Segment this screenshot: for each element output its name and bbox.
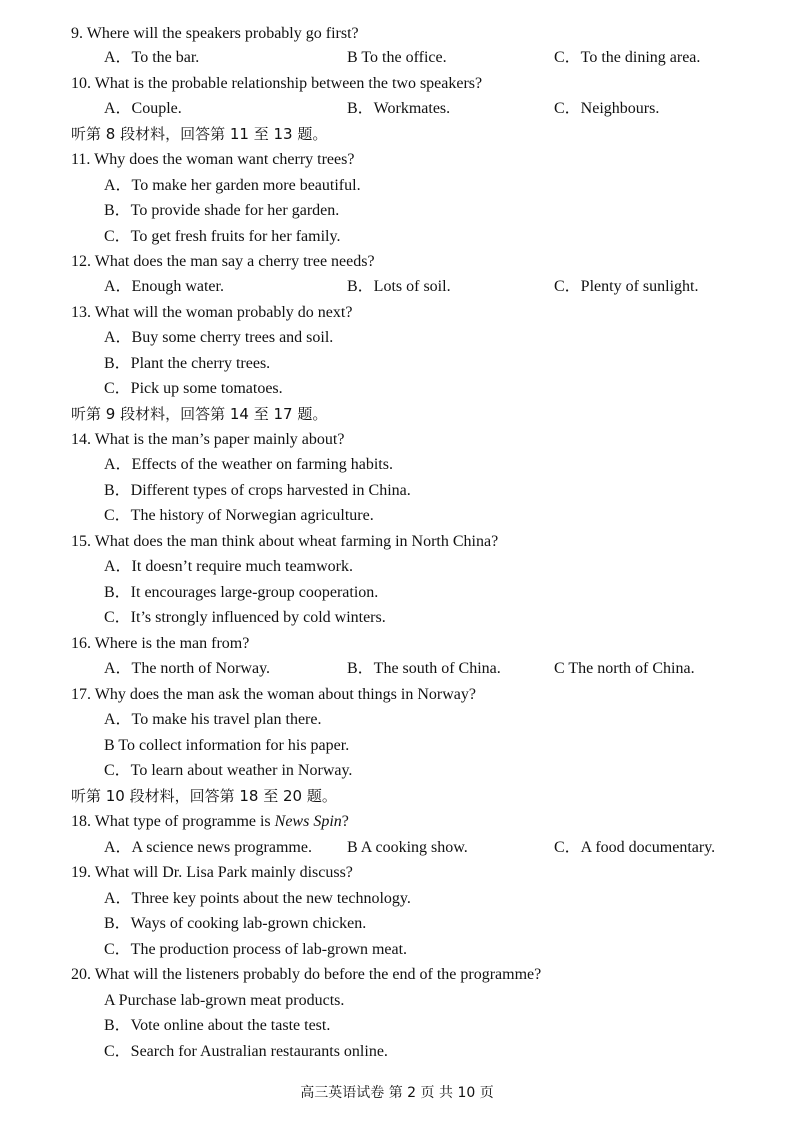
question-18-option-a: A．A science news programme. — [104, 839, 312, 856]
question-20-option-a: A Purchase lab-grown meat products. — [104, 992, 345, 1009]
question-13-stem: 13. What will the woman probably do next? — [71, 304, 353, 321]
question-17-option-b: B To collect information for his paper. — [104, 737, 350, 754]
question-11-option-a: A．To make her garden more beautiful. — [104, 177, 361, 194]
question-18-option-b: B A cooking show. — [347, 839, 468, 856]
question-20-option-c: C．Search for Australian restaurants online. — [104, 1043, 388, 1060]
question-12-options — [0, 277, 794, 297]
question-19-option-c: C．The production process of lab-grown meat. — [104, 941, 408, 958]
question-13-option-b: B．Plant the cherry trees. — [104, 355, 271, 372]
question-10-option-c: C．Neighbours. — [554, 100, 660, 117]
programme-name: News Spin — [274, 813, 342, 830]
question-12-option-b: B．Lots of soil. — [347, 278, 451, 295]
question-16-option-a: A．The north of Norway. — [104, 660, 271, 677]
question-20-stem: 20. What will the listeners probably do before the end of the programme? — [71, 966, 542, 983]
question-9-stem: 9. Where will the speakers probably go first? — [71, 25, 359, 42]
question-9-option-b: B To the office. — [347, 49, 447, 66]
question-15-option-c: C．It’s strongly influenced by cold winters. — [104, 609, 386, 626]
question-14-stem: 14. What is the man’s paper mainly about? — [71, 431, 345, 448]
question-10-stem: 10. What is the probable relationship between the two speakers? — [71, 75, 483, 92]
question-15-option-b: B．It encourages large-group cooperation. — [104, 584, 379, 601]
question-18-stem-text: 18. What type of programme is — [71, 813, 275, 830]
question-19-option-a: A．Three key points about the new technology. — [104, 890, 411, 907]
page-footer: 高三英语试卷 第 2 页 共 10 页 — [300, 1085, 494, 1101]
question-9-options — [0, 48, 794, 68]
question-11-option-c: C．To get fresh fruits for her family. — [104, 228, 341, 245]
question-15-stem: 15. What does the man think about wheat farming in North China? — [71, 533, 499, 550]
question-14-option-a: A．Effects of the weather on farming habits. — [104, 456, 393, 473]
question-14-option-b: B．Different types of crops harvested in China. — [104, 482, 411, 499]
question-13-option-c: C．Pick up some tomatoes. — [104, 380, 283, 397]
section-header-10: 听第 10 段材料，回答第 18 至 20 题。 — [71, 787, 337, 805]
question-16-options — [0, 659, 794, 679]
question-10-option-b: B．Workmates. — [347, 100, 451, 117]
question-11-option-b: B．To provide shade for her garden. — [104, 202, 340, 219]
question-19-option-b: B．Ways of cooking lab-grown chicken. — [104, 915, 367, 932]
question-18-stem-end: ? — [341, 813, 349, 830]
question-12-option-c: C．Plenty of sunlight. — [554, 278, 699, 295]
section-header-9: 听第 9 段材料，回答第 14 至 17 题。 — [71, 405, 328, 423]
question-18-options — [0, 838, 794, 858]
question-10-options — [0, 99, 794, 119]
question-17-stem: 17. Why does the man ask the woman about things in Norway? — [71, 686, 476, 703]
question-9-option-c: C．To the dining area. — [554, 49, 701, 66]
question-13-option-a: A．Buy some cherry trees and soil. — [104, 329, 334, 346]
question-12-stem: 12. What does the man say a cherry tree needs? — [71, 253, 375, 270]
question-11-stem: 11. Why does the woman want cherry trees? — [71, 151, 355, 168]
question-16-option-b: B．The south of China. — [347, 660, 501, 677]
question-20-option-b: B．Vote online about the taste test. — [104, 1017, 331, 1034]
question-17-option-a: A．To make his travel plan there. — [104, 711, 322, 728]
question-19-stem: 19. What will Dr. Lisa Park mainly discuss? — [71, 864, 353, 881]
question-17-option-c: C．To learn about weather in Norway. — [104, 762, 353, 779]
question-9-option-a: A．To the bar. — [104, 49, 200, 66]
question-10-option-a: A．Couple. — [104, 100, 182, 117]
question-14-option-c: C．The history of Norwegian agriculture. — [104, 507, 374, 524]
question-18-stem — [71, 812, 349, 832]
question-15-option-a: A．It doesn’t require much teamwork. — [104, 558, 353, 575]
section-header-8: 听第 8 段材料，回答第 11 至 13 题。 — [71, 125, 328, 143]
question-16-option-c: C The north of China. — [554, 660, 695, 677]
question-12-option-a: A．Enough water. — [104, 278, 224, 295]
question-16-stem: 16. Where is the man from? — [71, 635, 250, 652]
question-18-option-c: C．A food documentary. — [554, 839, 716, 856]
